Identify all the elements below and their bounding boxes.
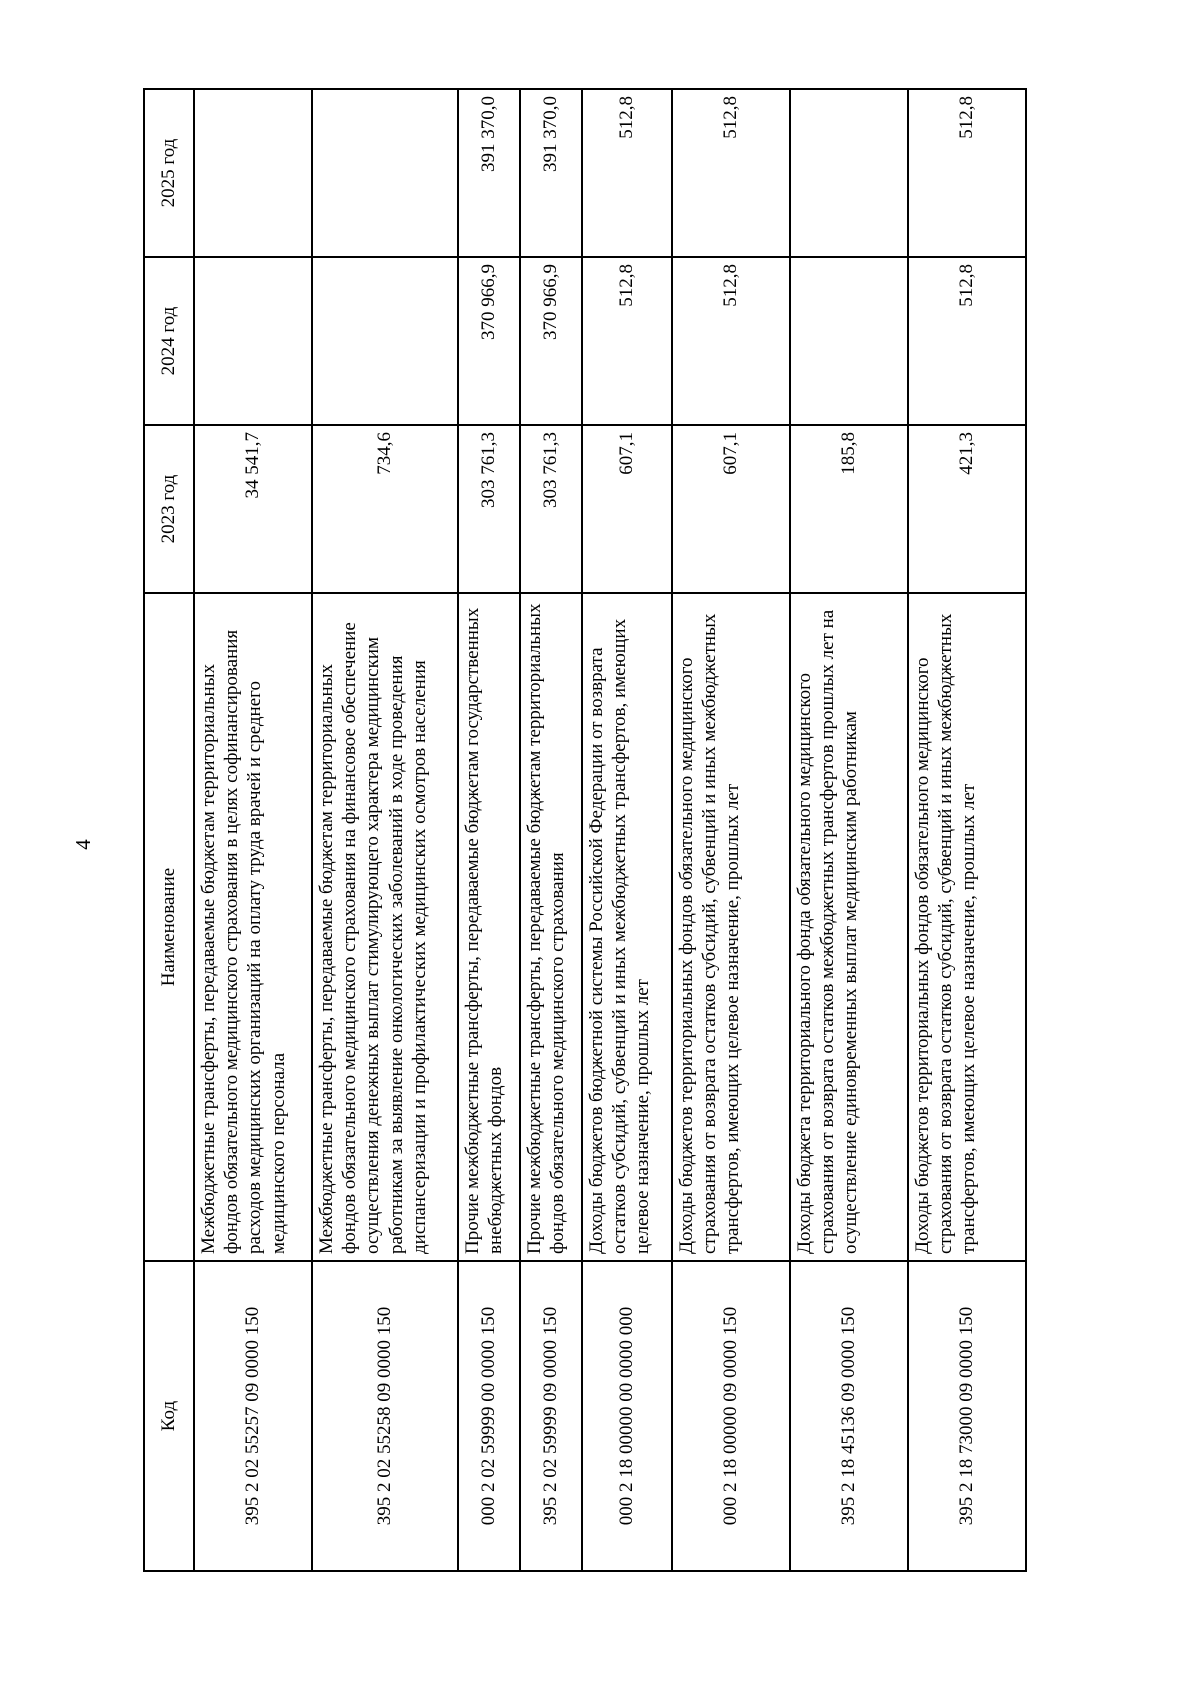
row-name: Межбюджетные трансферты, передаваемые бюджетам территориальных фондов обязательного медицинского страхования в целях софинансирования расходов медицинских организаций на оплату труда врачей и среднего медицинского персонала bbox=[194, 593, 312, 1261]
row-value-2023: 607,1 bbox=[582, 425, 672, 593]
row-value-2024: 512,8 bbox=[582, 257, 672, 425]
revenue-table bbox=[143, 88, 1027, 1572]
row-value-2025 bbox=[312, 89, 458, 257]
row-value-2024: 370 966,9 bbox=[520, 257, 582, 425]
row-value-2024 bbox=[194, 257, 312, 425]
header-row bbox=[144, 89, 194, 1571]
header-code: Код bbox=[144, 1261, 194, 1571]
row-code: 395 2 18 73000 09 0000 150 bbox=[908, 1261, 1026, 1571]
row-value-2023: 303 761,3 bbox=[458, 425, 520, 593]
row-value-2025 bbox=[790, 89, 908, 257]
table-row bbox=[520, 89, 582, 1571]
row-name: Доходы бюджетов бюджетной системы Российской Федерации от возврата остатков субсидий, субвенций и иных межбюджетных трансфертов, имеющих целевое назначение, прошлых лет bbox=[582, 593, 672, 1261]
row-code: 395 2 02 55257 09 0000 150 bbox=[194, 1261, 312, 1571]
row-value-2025 bbox=[194, 89, 312, 257]
row-name: Доходы бюджета территориального фонда обязательного медицинского страхования от возврата остатков межбюджетных трансфертов прошлых лет на осуществление единовременных выплат медицинским работникам bbox=[790, 593, 908, 1261]
row-value-2025: 512,8 bbox=[672, 89, 790, 257]
table-row bbox=[672, 89, 790, 1571]
header-2024: 2024 год bbox=[144, 257, 194, 425]
row-value-2024 bbox=[312, 257, 458, 425]
page-number: 4 bbox=[70, 839, 95, 850]
row-value-2023: 607,1 bbox=[672, 425, 790, 593]
row-code: 395 2 18 45136 09 0000 150 bbox=[790, 1261, 908, 1571]
rotated-table-container bbox=[143, 90, 1013, 1572]
row-code: 000 2 02 59999 00 0000 150 bbox=[458, 1261, 520, 1571]
row-value-2024: 512,8 bbox=[908, 257, 1026, 425]
table-row bbox=[908, 89, 1026, 1571]
row-value-2025: 391 370,0 bbox=[520, 89, 582, 257]
row-code: 000 2 18 00000 00 0000 000 bbox=[582, 1261, 672, 1571]
table-row bbox=[312, 89, 458, 1571]
row-name: Прочие межбюджетные трансферты, передаваемые бюджетам государственных внебюджетных фондов bbox=[458, 593, 520, 1261]
header-name: Наименование bbox=[144, 593, 194, 1261]
table-row bbox=[194, 89, 312, 1571]
row-value-2023: 34 541,7 bbox=[194, 425, 312, 593]
header-2023: 2023 год bbox=[144, 425, 194, 593]
row-value-2023: 421,3 bbox=[908, 425, 1026, 593]
row-name: Доходы бюджетов территориальных фондов обязательного медицинского страхования от возврата остатков субсидий, субвенций и иных межбюджетных трансфертов, имеющих целевое назначение, прошлых лет bbox=[672, 593, 790, 1261]
row-value-2025: 512,8 bbox=[908, 89, 1026, 257]
row-value-2023: 734,6 bbox=[312, 425, 458, 593]
row-value-2023: 185,8 bbox=[790, 425, 908, 593]
row-value-2024: 370 966,9 bbox=[458, 257, 520, 425]
table-row bbox=[582, 89, 672, 1571]
row-code: 395 2 02 59999 09 0000 150 bbox=[520, 1261, 582, 1571]
row-value-2024 bbox=[790, 257, 908, 425]
row-code: 000 2 18 00000 09 0000 150 bbox=[672, 1261, 790, 1571]
row-name: Доходы бюджетов территориальных фондов обязательного медицинского страхования от возврата остатков субсидий, субвенций и иных межбюджетных трансфертов, имеющих целевое назначение, прошлых лет bbox=[908, 593, 1026, 1261]
row-value-2023: 303 761,3 bbox=[520, 425, 582, 593]
row-code: 395 2 02 55258 09 0000 150 bbox=[312, 1261, 458, 1571]
header-2025: 2025 год bbox=[144, 89, 194, 257]
row-name: Межбюджетные трансферты, передаваемые бюджетам территориальных фондов обязательного медицинского страхования на финансовое обеспечение осуществления денежных выплат стимулирующего характера медицинским работникам за выявление онкологических заболеваний в ходе проведения диспансеризации и профилактических медицинских осмотров населения bbox=[312, 593, 458, 1261]
row-value-2025: 512,8 bbox=[582, 89, 672, 257]
table-row bbox=[458, 89, 520, 1571]
table-row bbox=[790, 89, 908, 1571]
row-value-2024: 512,8 bbox=[672, 257, 790, 425]
row-name: Прочие межбюджетные трансферты, передаваемые бюджетам территориальных фондов обязательного медицинского страхования bbox=[520, 593, 582, 1261]
row-value-2025: 391 370,0 bbox=[458, 89, 520, 257]
